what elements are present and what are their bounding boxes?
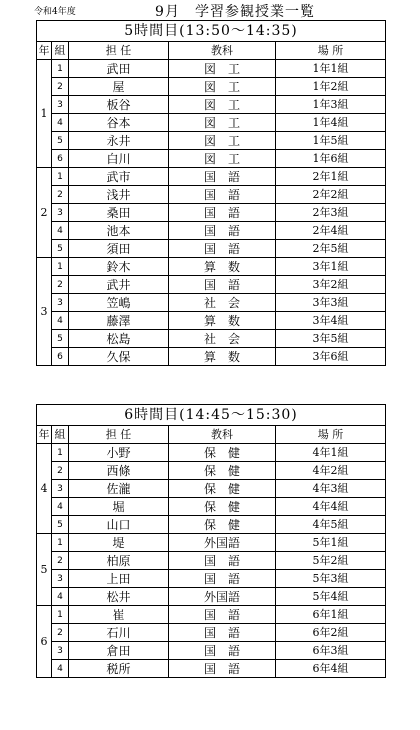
header-place: 場 所 xyxy=(276,426,386,444)
subject-cell: 図 工 xyxy=(169,60,276,78)
teacher-cell: 松島 xyxy=(69,330,169,348)
class-cell: 3 xyxy=(52,642,69,660)
subject-cell: 保 健 xyxy=(169,444,276,462)
period6-schedule-table xyxy=(36,404,386,678)
teacher-cell: 屋 xyxy=(69,78,169,96)
place-cell: 1年5組 xyxy=(276,132,386,150)
period5-rows xyxy=(37,60,386,366)
place-cell: 3年1組 xyxy=(276,258,386,276)
class-cell: 6 xyxy=(52,150,69,168)
grade-cell: 5 xyxy=(37,534,52,606)
class-cell: 5 xyxy=(52,330,69,348)
subject-cell: 国 語 xyxy=(169,570,276,588)
teacher-cell: 佐瀧 xyxy=(69,480,169,498)
class-cell: 2 xyxy=(52,186,69,204)
teacher-cell: 西條 xyxy=(69,462,169,480)
teacher-cell: 浅井 xyxy=(69,186,169,204)
class-cell: 4 xyxy=(52,312,69,330)
table-row xyxy=(37,660,386,678)
subject-cell: 図 工 xyxy=(169,132,276,150)
teacher-cell: 須田 xyxy=(69,240,169,258)
subject-cell: 保 健 xyxy=(169,480,276,498)
teacher-cell: 堤 xyxy=(69,534,169,552)
teacher-cell: 谷本 xyxy=(69,114,169,132)
header-teacher: 担 任 xyxy=(69,426,169,444)
table-row xyxy=(37,150,386,168)
table-row xyxy=(37,78,386,96)
subject-cell: 国 語 xyxy=(169,168,276,186)
header-place: 場 所 xyxy=(276,42,386,60)
subject-cell: 算 数 xyxy=(169,258,276,276)
subject-cell: 社 会 xyxy=(169,294,276,312)
subject-cell: 算 数 xyxy=(169,348,276,366)
grade-cell: 4 xyxy=(37,444,52,534)
subject-cell: 外国語 xyxy=(169,534,276,552)
table-row xyxy=(37,168,386,186)
header-subject: 教科 xyxy=(169,42,276,60)
place-cell: 3年6組 xyxy=(276,348,386,366)
subject-cell: 保 健 xyxy=(169,462,276,480)
teacher-cell: 鈴木 xyxy=(69,258,169,276)
table-row xyxy=(37,186,386,204)
teacher-cell: 藤澤 xyxy=(69,312,169,330)
header-class: 組 xyxy=(52,426,69,444)
place-cell: 1年2組 xyxy=(276,78,386,96)
teacher-cell: 武井 xyxy=(69,276,169,294)
teacher-cell: 桑田 xyxy=(69,204,169,222)
class-cell: 1 xyxy=(52,60,69,78)
subject-cell: 国 語 xyxy=(169,222,276,240)
table-row xyxy=(37,240,386,258)
place-cell: 2年4組 xyxy=(276,222,386,240)
place-cell: 1年1組 xyxy=(276,60,386,78)
table-row xyxy=(37,258,386,276)
table-row xyxy=(37,516,386,534)
class-cell: 2 xyxy=(52,276,69,294)
class-cell: 3 xyxy=(52,570,69,588)
place-cell: 4年5組 xyxy=(276,516,386,534)
place-cell: 3年4組 xyxy=(276,312,386,330)
place-cell: 6年1組 xyxy=(276,606,386,624)
subject-cell: 国 語 xyxy=(169,606,276,624)
place-cell: 4年1組 xyxy=(276,444,386,462)
class-cell: 2 xyxy=(52,462,69,480)
teacher-cell: 松井 xyxy=(69,588,169,606)
class-cell: 1 xyxy=(52,258,69,276)
period6-rows xyxy=(37,444,386,678)
class-cell: 4 xyxy=(52,588,69,606)
class-cell: 5 xyxy=(52,132,69,150)
teacher-cell: 白川 xyxy=(69,150,169,168)
teacher-cell: 武田 xyxy=(69,60,169,78)
class-cell: 5 xyxy=(52,240,69,258)
class-cell: 5 xyxy=(52,516,69,534)
table-row xyxy=(37,480,386,498)
teacher-cell: 倉田 xyxy=(69,642,169,660)
subject-cell: 国 語 xyxy=(169,276,276,294)
teacher-cell: 堀 xyxy=(69,498,169,516)
place-cell: 3年5組 xyxy=(276,330,386,348)
teacher-cell: 石川 xyxy=(69,624,169,642)
table-row xyxy=(37,132,386,150)
teacher-cell: 久保 xyxy=(69,348,169,366)
subject-cell: 国 語 xyxy=(169,642,276,660)
place-cell: 5年1組 xyxy=(276,534,386,552)
place-cell: 5年2組 xyxy=(276,552,386,570)
place-cell: 1年4組 xyxy=(276,114,386,132)
place-cell: 5年3組 xyxy=(276,570,386,588)
class-cell: 4 xyxy=(52,114,69,132)
place-cell: 4年2組 xyxy=(276,462,386,480)
teacher-cell: 柏原 xyxy=(69,552,169,570)
teacher-cell: 永井 xyxy=(69,132,169,150)
table-row xyxy=(37,96,386,114)
class-cell: 3 xyxy=(52,96,69,114)
place-cell: 4年3組 xyxy=(276,480,386,498)
table-row xyxy=(37,552,386,570)
class-cell: 1 xyxy=(52,168,69,186)
teacher-cell: 笠嶋 xyxy=(69,294,169,312)
teacher-cell: 山口 xyxy=(69,516,169,534)
class-cell: 2 xyxy=(52,552,69,570)
grade-cell: 3 xyxy=(37,258,52,366)
teacher-cell: 武市 xyxy=(69,168,169,186)
teacher-cell: 上田 xyxy=(69,570,169,588)
table-row xyxy=(37,60,386,78)
table-row xyxy=(37,462,386,480)
subject-cell: 国 語 xyxy=(169,552,276,570)
teacher-cell: 池本 xyxy=(69,222,169,240)
subject-cell: 国 語 xyxy=(169,240,276,258)
subject-cell: 社 会 xyxy=(169,330,276,348)
table-row xyxy=(37,444,386,462)
subject-cell: 図 工 xyxy=(169,78,276,96)
class-cell: 4 xyxy=(52,498,69,516)
subject-cell: 図 工 xyxy=(169,150,276,168)
table-row xyxy=(37,498,386,516)
class-cell: 2 xyxy=(52,78,69,96)
place-cell: 3年3組 xyxy=(276,294,386,312)
subject-cell: 国 語 xyxy=(169,624,276,642)
class-cell: 3 xyxy=(52,204,69,222)
table-row xyxy=(37,330,386,348)
grade-cell: 1 xyxy=(37,60,52,168)
class-cell: 2 xyxy=(52,624,69,642)
grade-cell: 2 xyxy=(37,168,52,258)
header-teacher: 担 任 xyxy=(69,42,169,60)
header-grade: 年 xyxy=(37,426,52,444)
place-cell: 6年2組 xyxy=(276,624,386,642)
class-cell: 4 xyxy=(52,660,69,678)
table-row xyxy=(37,606,386,624)
subject-cell: 外国語 xyxy=(169,588,276,606)
period6-title: 6時間目(14:45～15:30) xyxy=(37,405,386,426)
subject-cell: 国 語 xyxy=(169,660,276,678)
class-cell: 1 xyxy=(52,534,69,552)
subject-cell: 保 健 xyxy=(169,516,276,534)
table-row xyxy=(37,642,386,660)
place-cell: 4年4組 xyxy=(276,498,386,516)
subject-cell: 図 工 xyxy=(169,96,276,114)
class-cell: 3 xyxy=(52,480,69,498)
document-title: 9月 学習参観授業一覧 xyxy=(155,4,315,20)
teacher-cell: 税所 xyxy=(69,660,169,678)
place-cell: 5年4組 xyxy=(276,588,386,606)
class-cell: 3 xyxy=(52,294,69,312)
header-class: 組 xyxy=(52,42,69,60)
table-row xyxy=(37,624,386,642)
teacher-cell: 板谷 xyxy=(69,96,169,114)
header-subject: 教科 xyxy=(169,426,276,444)
fiscal-year-label: 令和4年度 xyxy=(34,7,76,17)
table-row xyxy=(37,534,386,552)
table-row xyxy=(37,588,386,606)
place-cell: 6年3組 xyxy=(276,642,386,660)
teacher-cell: 小野 xyxy=(69,444,169,462)
place-cell: 2年1組 xyxy=(276,168,386,186)
table-row xyxy=(37,294,386,312)
grade-cell: 6 xyxy=(37,606,52,678)
header-grade: 年 xyxy=(37,42,52,60)
place-cell: 2年3組 xyxy=(276,204,386,222)
place-cell: 1年3組 xyxy=(276,96,386,114)
subject-cell: 算 数 xyxy=(169,312,276,330)
class-cell: 4 xyxy=(52,222,69,240)
subject-cell: 国 語 xyxy=(169,204,276,222)
table-row xyxy=(37,570,386,588)
table-row xyxy=(37,114,386,132)
table-row xyxy=(37,222,386,240)
period5-title: 5時間目(13:50～14:35) xyxy=(37,21,386,42)
table-row xyxy=(37,276,386,294)
class-cell: 6 xyxy=(52,348,69,366)
class-cell: 1 xyxy=(52,444,69,462)
teacher-cell: 崔 xyxy=(69,606,169,624)
subject-cell: 図 工 xyxy=(169,114,276,132)
place-cell: 2年5組 xyxy=(276,240,386,258)
period5-schedule-table xyxy=(36,20,386,366)
table-row xyxy=(37,204,386,222)
table-row xyxy=(37,348,386,366)
subject-cell: 国 語 xyxy=(169,186,276,204)
place-cell: 3年2組 xyxy=(276,276,386,294)
table-row xyxy=(37,312,386,330)
class-cell: 1 xyxy=(52,606,69,624)
subject-cell: 保 健 xyxy=(169,498,276,516)
place-cell: 6年4組 xyxy=(276,660,386,678)
place-cell: 1年6組 xyxy=(276,150,386,168)
place-cell: 2年2組 xyxy=(276,186,386,204)
